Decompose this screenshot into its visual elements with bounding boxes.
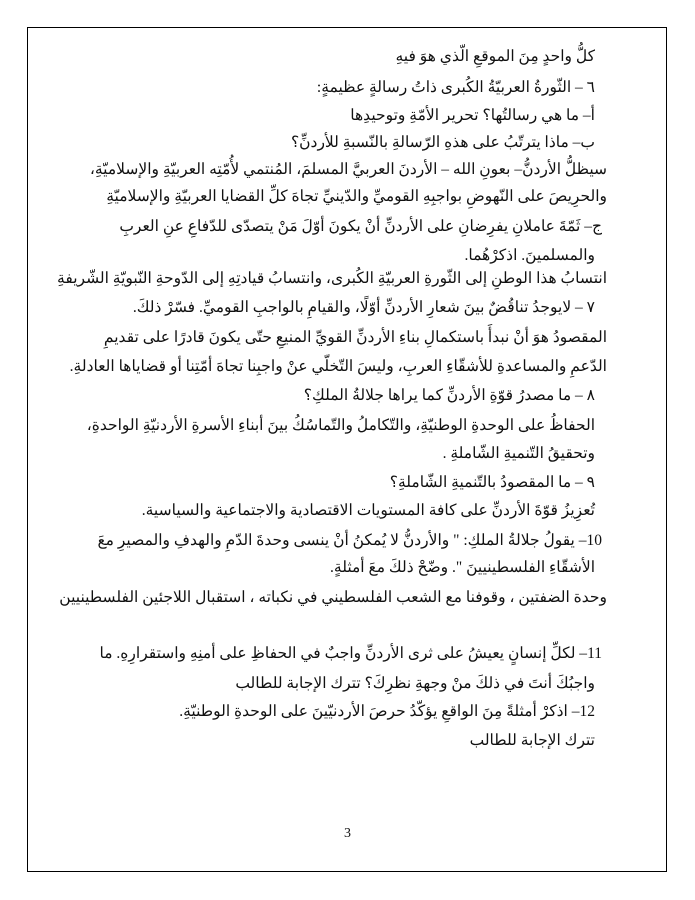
question-6: ٦ – الثّورةُ العربيّةُ الكُبرى ذاتُ رسالةٍ عظيمةٍ:	[316, 79, 595, 96]
answer-7-line-2: الدّعمِ والمساعدةِ للأشقّاءِ العربِ، وليسَ التّخلّي عنْ واجبِنا تجاهَ أمّتِنا أو قضاياها العادلةِ.	[69, 358, 607, 375]
text-line-1: كلُّ واحدٍ مِنَ الموقعِ الّذي هوَ فيهِ	[395, 48, 595, 65]
answer-10: وحدة الضفتين ، وقوفنا مع الشعب الفلسطيني في نكباته ، استقبال اللاجئين الفلسطينيين	[59, 589, 607, 606]
answer-8-line-2: وتحقيقُ التّنميةِ الشّاملةِ .	[442, 445, 595, 462]
question-10-line-2: الأشقّاءِ الفلسطينيينَ ". وضّحْ ذلكَ معَ أمثلةٍ.	[330, 559, 595, 576]
question-6c-line-2: والمسلمينَ. اذكرْهُما.	[464, 247, 595, 264]
question-7: ٧ – لايوجدُ تناقُضٌ بينَ شعارِ الأردنِّ أوّلًا، والقيامِ بالواجبِ القوميِّ. فسّرْ ذلكَ.	[132, 299, 595, 316]
question-6a: أ– ما هي رسالتُها؟ تحرير الأمّةِ وتوحيدِها	[350, 107, 595, 124]
answer-9: تُعزِيزُ قوّةَ الأردنِّ على كافة المستويات الاقتصادية والاجتماعية والسياسية.	[141, 502, 595, 519]
question-10-line-1: 10– يقولُ جلالةُ الملكِ: " والأردنُّ لا يُمكنُ أنْ ينسى وحدةَ الدّمِ والهدفِ والمصيرِ معَ	[97, 532, 602, 549]
answer-7-line-1: المقصودُ هوَ أنْ نبدأَ باستكمالِ بناءِ الأردنِّ القويِّ المنيعِ حتّى يكونَ قادرًا على تقديمِ	[103, 329, 607, 346]
answer-6c: انتسابُ هذا الوطنِ إلى الثّورةِ العربيّةِ الكُبرى، وانتسابُ قيادتِهِ إلى الدّوحةِ النّبويّةِ الشّريفةِ	[57, 270, 607, 287]
question-6c-line-1: ج– ثَمّةَ عاملانِ يفرِضانِ على الأردنِّ أنْ يكونَ أوّلَ مَنْ يتصدّى للدّفاعِ عنِ العربِ	[119, 218, 602, 235]
question-6b: ب– ماذا يترتّبُ على هذهِ الرّسالةِ بالنّسبةِ للأردنِّ؟	[290, 134, 595, 151]
answer-12: تترك الإجابة للطالب	[469, 732, 595, 749]
question-11-line-1: 11– لكلِّ إنسانٍ يعيشُ على ثرى الأردنِّ واجبٌ في الحفاظِ على أمنِهِ واستقرارِهِ. ما	[99, 645, 602, 662]
answer-8-line-1: الحفاظُ على الوحدةِ الوطنيّةِ، والتّكاملُ والتّماسُكُ بينَ أبناءِ الأسرةِ الأردنيّةِ الواحدةِ،	[86, 417, 595, 434]
question-9: ٩ – ما المقصودُ بالتّنميةِ الشّاملةِ؟	[389, 474, 595, 491]
question-11-line-2: واجبُكَ أنتَ في ذلكَ منْ وجهةِ نظرِكَ؟ تترك الإجابة للطالب	[235, 675, 595, 692]
question-12: 12– اذكرْ أمثلةً مِنَ الواقعِ يؤكّدُ حرصَ الأردنيّينَ على الوحدةِ الوطنيّةِ.	[179, 703, 595, 720]
question-8: ٨ – ما مصدرُ قوّةِ الأردنِّ كما يراها جلالةُ الملكِ؟	[303, 387, 595, 404]
answer-6b-line-1: سيظلُّ الأردنُّ– بعونِ الله – الأردنَ العربيَّ المسلمَ، المُنتمي لأُمّتِه العربيّةِ والإسلاميّةِ،	[89, 161, 607, 178]
page-number: 3	[344, 826, 351, 841]
answer-6b-line-2: والحرِيصَ على النّهوضِ بواجبِهِ القوميِّ والدّينيِّ تجاهَ كلِّ القضايا العربيّةِ والإسلاميّةِ	[106, 188, 607, 205]
